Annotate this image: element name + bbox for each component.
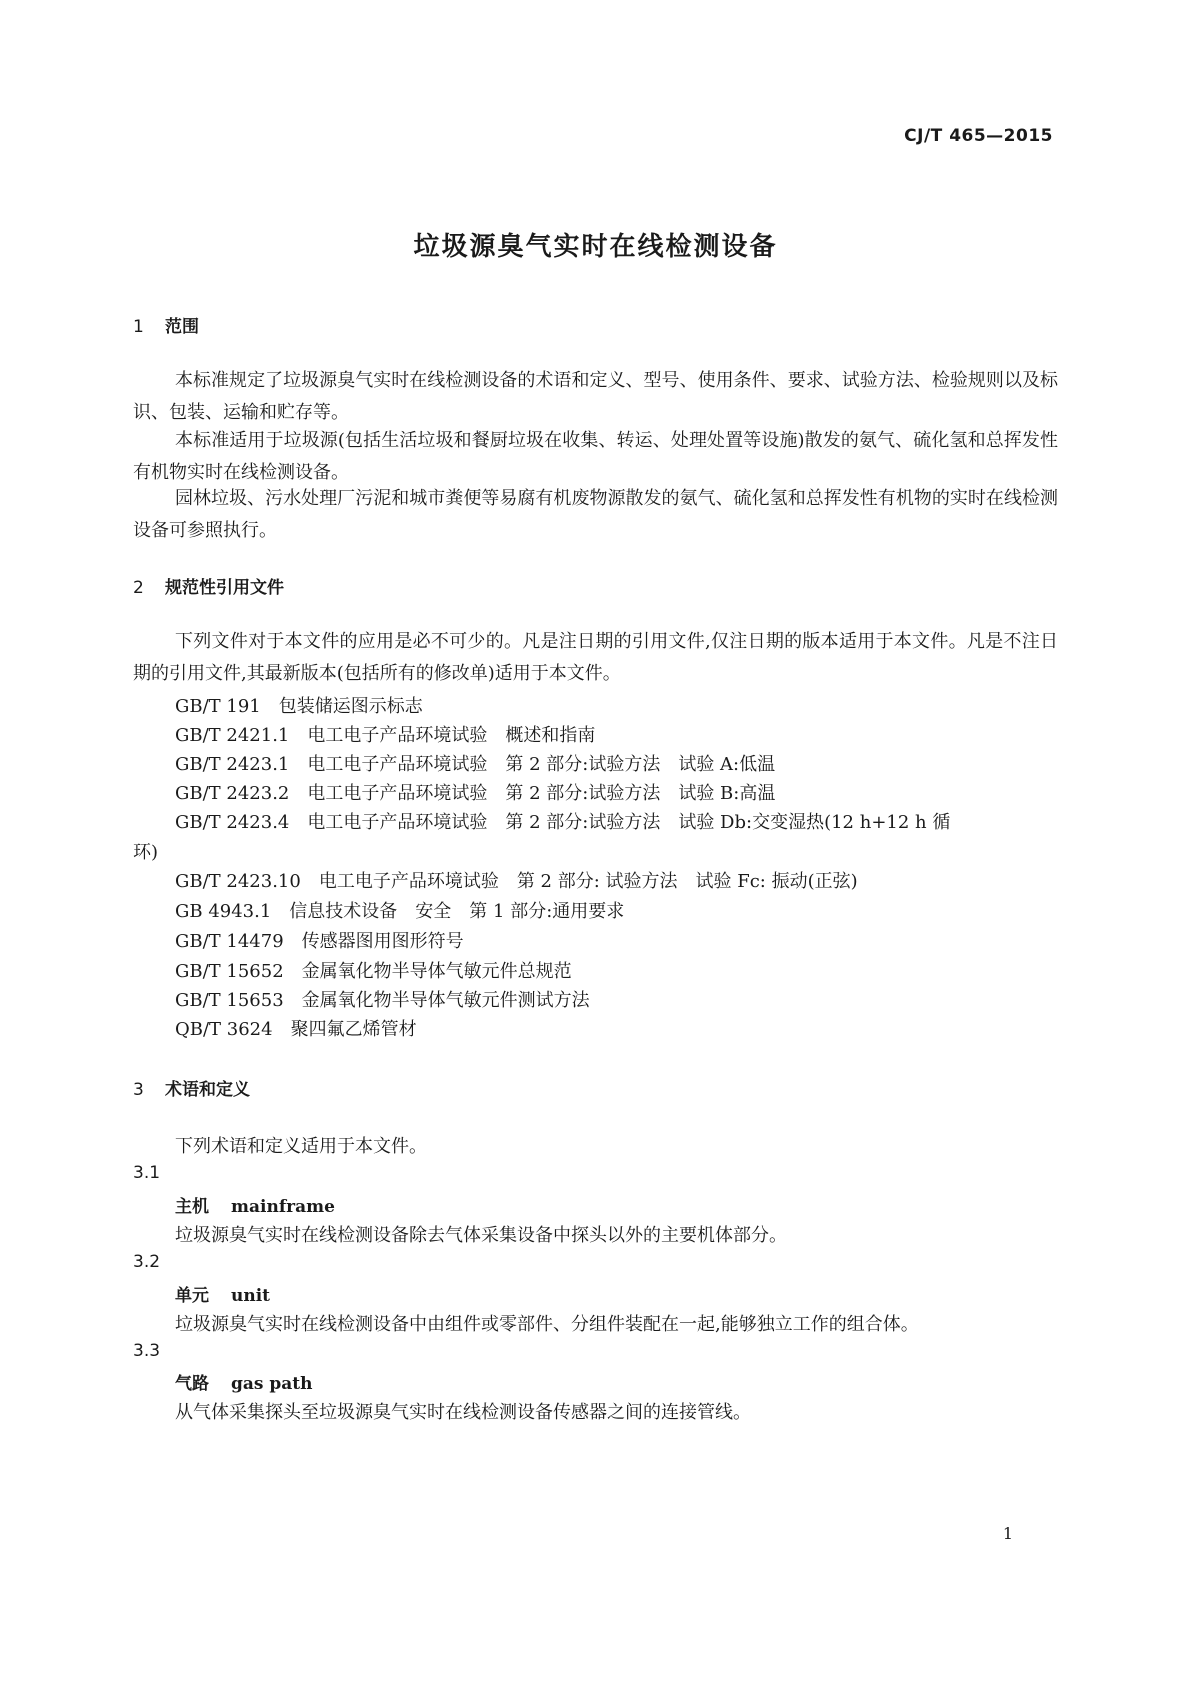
section-number: 2 xyxy=(133,578,144,598)
term-zh: 单元 xyxy=(175,1286,209,1306)
term-en: gas path xyxy=(231,1374,313,1394)
term-en: mainframe xyxy=(231,1197,335,1217)
section-title: 规范性引用文件 xyxy=(165,578,284,598)
term-name xyxy=(175,1369,313,1394)
reference-item: GB/T 15652 金属氧化物半导体气敏元件总规范 xyxy=(175,961,572,982)
reference-item: GB/T 2423.2 电工电子产品环境试验 第 2 部分:试验方法 试验 B:高温 xyxy=(175,783,776,804)
standard-code: CJ/T 465—2015 xyxy=(904,126,1053,146)
reference-item: QB/T 3624 聚四氟乙烯管材 xyxy=(175,1019,417,1040)
term-definition: 垃圾源臭气实时在线检测设备中由组件或零部件、分组件装配在一起,能够独立工作的组合体。 xyxy=(175,1314,919,1335)
section-title: 术语和定义 xyxy=(165,1080,250,1100)
reference-item-continuation: 环) xyxy=(133,842,159,863)
reference-item: GB/T 14479 传感器图用图形符号 xyxy=(175,931,464,952)
document-title: 垃圾源臭气实时在线检测设备 xyxy=(413,232,778,262)
reference-item: GB/T 2423.4 电工电子产品环境试验 第 2 部分:试验方法 试验 Db:交变湿热(12 h+12 h 循 xyxy=(175,812,951,833)
section-number: 1 xyxy=(133,317,144,337)
section-3-heading xyxy=(133,1075,250,1100)
paragraph: 下列术语和定义适用于本文件。 xyxy=(175,1136,427,1157)
paragraph: 本标准规定了垃圾源臭气实时在线检测设备的术语和定义、型号、使用条件、要求、试验方法、检验规则以及标识、包装、运输和贮存等。 xyxy=(133,370,1058,423)
reference-item: GB/T 191 包装储运图示标志 xyxy=(175,696,423,717)
paragraph: 园林垃圾、污水处理厂污泥和城市粪便等易腐有机废物源散发的氨气、硫化氢和总挥发性有机物的实时在线检测设备可参照执行。 xyxy=(133,488,1058,541)
term-en: unit xyxy=(231,1286,271,1306)
reference-item: GB/T 15653 金属氧化物半导体气敏元件测试方法 xyxy=(175,990,590,1011)
section-number: 3 xyxy=(133,1080,144,1100)
term-zh: 气路 xyxy=(175,1374,209,1394)
reference-item: GB 4943.1 信息技术设备 安全 第 1 部分:通用要求 xyxy=(175,901,625,922)
term-zh: 主机 xyxy=(175,1197,209,1217)
section-2-heading xyxy=(133,573,284,598)
term-number: 3.3 xyxy=(133,1341,161,1361)
reference-item: GB/T 2423.1 电工电子产品环境试验 第 2 部分:试验方法 试验 A:低温 xyxy=(175,754,776,775)
section-1-heading xyxy=(133,312,199,337)
term-name xyxy=(175,1192,335,1217)
term-number: 3.1 xyxy=(133,1163,161,1183)
paragraph: 下列文件对于本文件的应用是必不可少的。凡是注日期的引用文件,仅注日期的版本适用于本文件。凡是不注日期的引用文件,其最新版本(包括所有的修改单)适用于本文件。 xyxy=(133,631,1058,684)
section-title: 范围 xyxy=(165,317,199,337)
page-number: 1 xyxy=(1002,1524,1013,1543)
term-definition: 从气体采集探头至垃圾源臭气实时在线检测设备传感器之间的连接管线。 xyxy=(175,1402,751,1423)
term-definition: 垃圾源臭气实时在线检测设备除去气体采集设备中探头以外的主要机体部分。 xyxy=(175,1225,787,1246)
term-name xyxy=(175,1281,270,1306)
reference-item: GB/T 2423.10 电工电子产品环境试验 第 2 部分: 试验方法 试验 Fc: 振动(正弦) xyxy=(175,871,858,892)
reference-item: GB/T 2421.1 电工电子产品环境试验 概述和指南 xyxy=(175,725,596,746)
paragraph: 本标准适用于垃圾源(包括生活垃圾和餐厨垃圾在收集、转运、处理处置等设施)散发的氨气、硫化氢和总挥发性有机物实时在线检测设备。 xyxy=(133,430,1058,483)
term-number: 3.2 xyxy=(133,1252,161,1272)
